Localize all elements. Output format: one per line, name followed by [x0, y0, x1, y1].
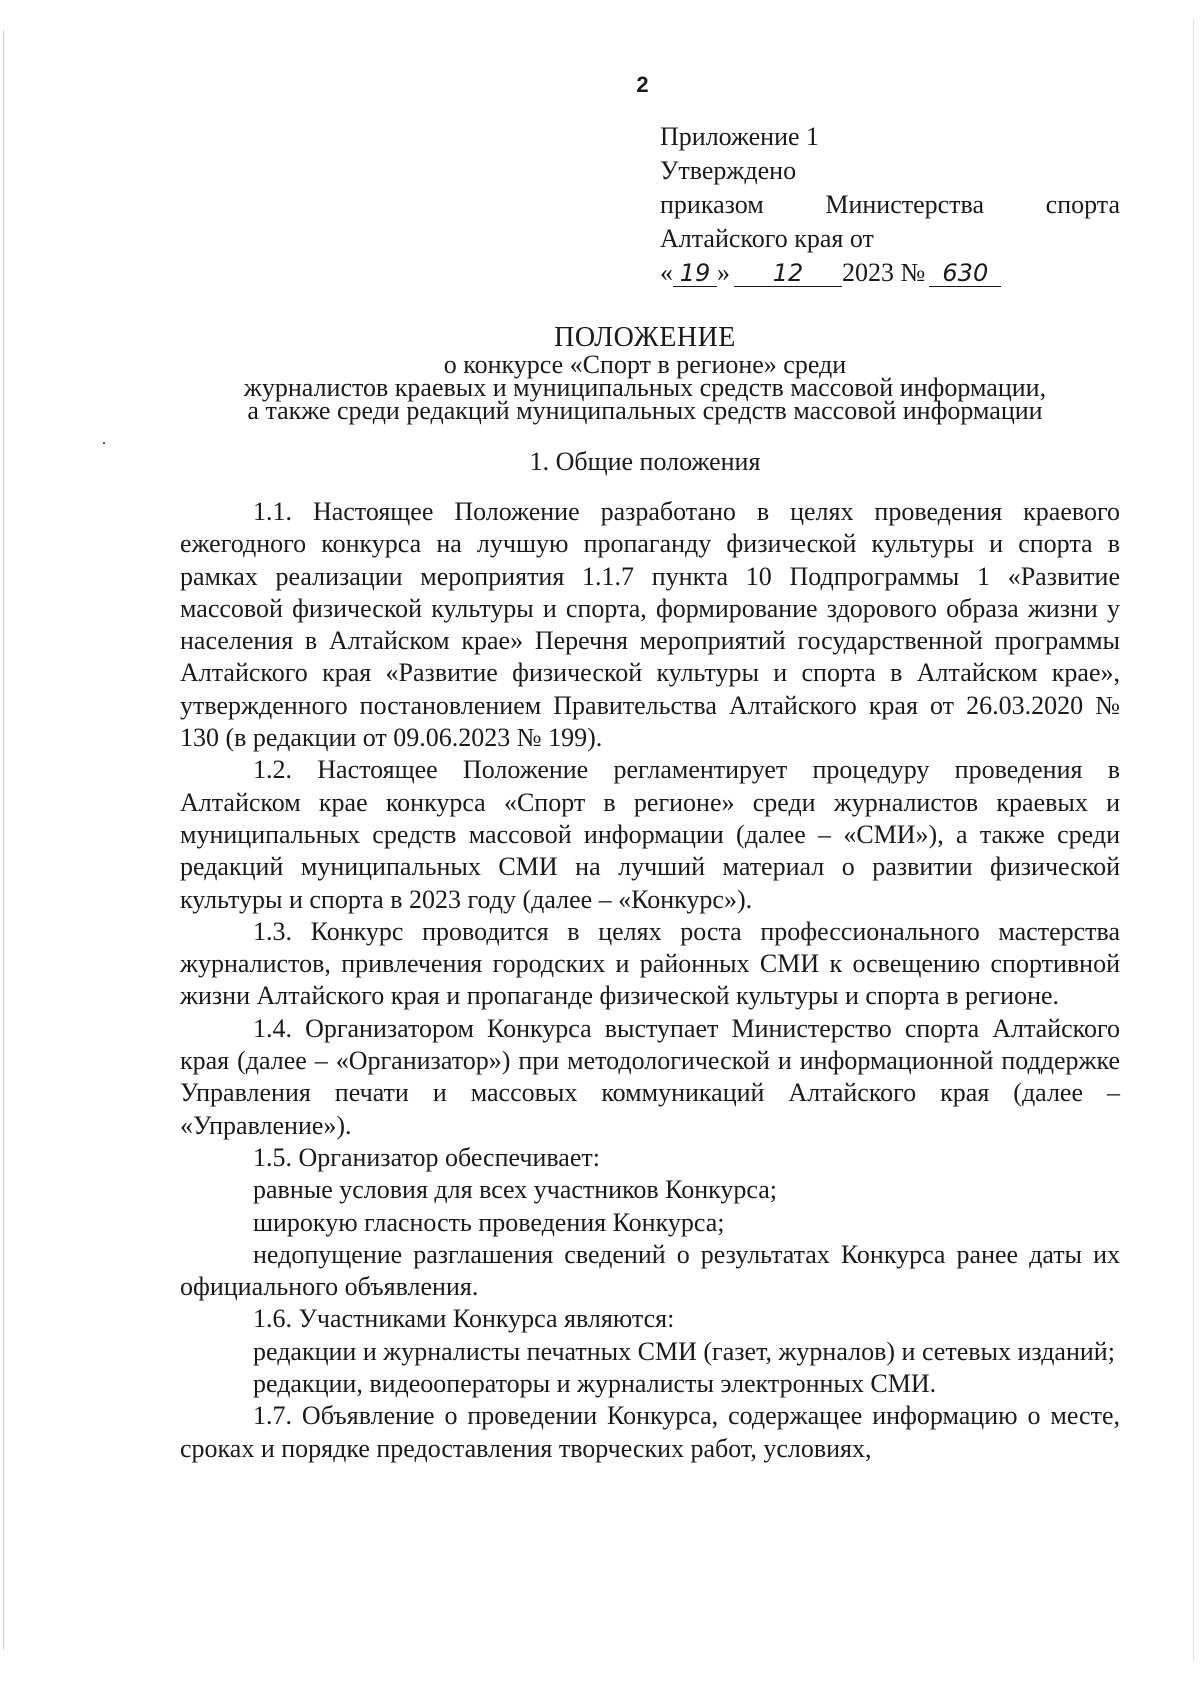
scan-edge-left	[3, 30, 4, 1650]
order-word: приказом	[660, 190, 764, 219]
date-year-number-label: 2023 №	[842, 258, 926, 287]
list-item: редакции, видеооператоры и журналисты электронных СМИ.	[253, 1369, 937, 1399]
paragraph-1-6: 1.6. Участниками Конкурса являются:	[253, 1304, 675, 1334]
approval-block	[660, 120, 1120, 290]
section-heading: 1. Общие положения	[529, 447, 761, 476]
paragraph-1-3: 1.3. Конкурс проводится в целях роста профессионального мастерства журналистов, привлечения городских и районных СМИ к освещению спортивной жизни Алтайского края и пропаганде физической культуры и спорта в регионе.	[180, 916, 1120, 1011]
paragraph-1-7: 1.7. Объявление о проведении Конкурса, содержащее информацию о месте, сроках и порядке предоставления творческих работ, условиях,	[180, 1401, 1120, 1463]
date-month-handwritten: 12	[734, 260, 842, 287]
body-text	[180, 496, 1120, 1465]
list-item: недопущение разглашения сведений о результатах Конкурса ранее даты их официального объявления.	[180, 1239, 1120, 1302]
paragraph-1-1: 1.1. Настоящее Положение разработано в целях проведения краевого ежегодного конкурса на лучшую пропаганду физической культуры и спорта в рамках реализации мероприятия 1.1.7 пункта 10 Подпрограммы 1 «Развитие массовой физической культуры и спорта, формирование здорового образа жизни у населения в Алтайском крае» Перечня мероприятий государственной программы Алтайского края «Развитие физической культуры и спорта в Алтайском крае», утвержденного постановлением Правительства Алтайского края от 26.03.2020 № 130 (в редакции от 09.06.2023 № 199).	[180, 497, 1120, 753]
date-day-handwritten: 19	[673, 260, 717, 287]
list-item: широкую гласность проведения Конкурса;	[253, 1207, 725, 1237]
date-close-quote: »	[717, 258, 730, 287]
paragraph-1-4: 1.4. Организатором Конкурса выступает Министерство спорта Алтайского края (далее – «Организатор») при методологической и информационной поддержке Управления печати и массовых коммуникаций Алтайского края (далее – «Управление»).	[180, 1013, 1120, 1140]
sport-word: спорта	[1045, 190, 1120, 219]
scan-edge-right	[1193, 20, 1194, 1660]
appendix-label: Приложение 1	[660, 122, 820, 151]
title-line-3: журналистов краевых и муниципальных средств массовой информации,	[243, 373, 1047, 402]
list-item: редакции и журналисты печатных СМИ (газет, журналов) и сетевых изданий;	[253, 1336, 1115, 1366]
title-line-4: а также среди редакций муниципальных средств массовой информации	[247, 396, 1043, 425]
title-line-2: о конкурсе «Спорт в регионе» среди	[443, 350, 847, 379]
ministry-word: Министерства	[825, 190, 985, 219]
order-line	[660, 188, 1120, 222]
document-title: ПОЛОЖЕНИЕ	[554, 322, 736, 353]
scan-speck	[103, 442, 105, 444]
order-number-handwritten: 630	[929, 260, 1001, 287]
list-item: равные условия для всех участников Конкурса;	[253, 1175, 778, 1205]
approved-label: Утверждено	[660, 156, 797, 185]
document-title-block	[0, 322, 1200, 425]
date-line	[660, 256, 1120, 290]
paragraph-1-2: 1.2. Настоящее Положение регламентирует процедуру проведения в Алтайском крае конкурса «Спорт в регионе» среди журналистов краевых и муниципальных средств массовой информации (далее – «СМИ»), а также среди редакций муниципальных СМИ на лучший материал о развитии физической культуры и спорта в 2023 году (далее – «Конкурс»).	[180, 755, 1120, 914]
date-open-quote: «	[660, 258, 673, 287]
region-line: Алтайского края от	[660, 224, 874, 253]
paragraph-1-5: 1.5. Организатор обеспечивает:	[253, 1142, 600, 1172]
page-number: 2	[636, 72, 649, 97]
